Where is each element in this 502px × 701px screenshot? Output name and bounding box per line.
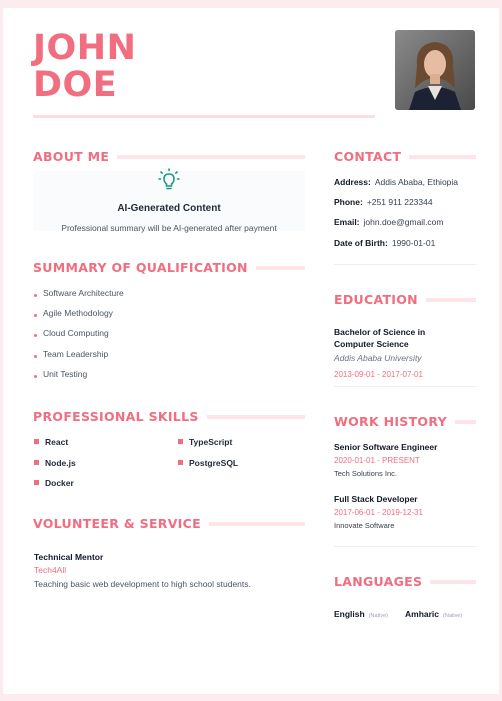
section-rule bbox=[207, 415, 305, 419]
section-header-about bbox=[33, 149, 305, 164]
skill-item: Docker bbox=[34, 478, 74, 488]
bullet-dot bbox=[34, 375, 37, 378]
job-company: Tech Solutions Inc. bbox=[334, 469, 397, 478]
section-title: SUMMARY OF QUALIFICATION bbox=[33, 260, 248, 275]
ai-content-subtitle: Professional summary will be AI-generated after payment bbox=[61, 223, 277, 233]
volunteer-organization: Tech4All bbox=[34, 565, 67, 575]
section-rule bbox=[117, 155, 305, 159]
qualification-item: Software Architecture bbox=[34, 288, 124, 298]
volunteer-description: Teaching basic web development to high school students. bbox=[34, 579, 251, 589]
qualification-item: Unit Testing bbox=[34, 369, 87, 379]
skill-item: TypeScript bbox=[178, 437, 232, 447]
volunteer-role: Technical Mentor bbox=[34, 552, 104, 562]
bullet-square bbox=[34, 480, 39, 485]
section-rule bbox=[430, 580, 476, 584]
bullet-dot bbox=[34, 355, 37, 358]
contact-dob: Date of Birth: 1990-01-01 bbox=[334, 238, 436, 248]
section-header-qualification bbox=[33, 260, 305, 275]
section-rule bbox=[455, 420, 476, 424]
qualification-item: Team Leadership bbox=[34, 349, 108, 359]
section-divider bbox=[334, 386, 476, 387]
name-underline bbox=[33, 115, 375, 118]
bullet-dot bbox=[34, 294, 37, 297]
job-title: Senior Software Engineer bbox=[334, 442, 438, 452]
resume-page bbox=[3, 8, 499, 694]
education-school: Addis Ababa University bbox=[334, 353, 422, 363]
ai-content-title: AI-Generated Content bbox=[117, 203, 221, 214]
portrait-image bbox=[395, 30, 475, 110]
section-header-volunteer bbox=[33, 516, 305, 531]
contact-email: Email: john.doe@gmail.com bbox=[334, 217, 444, 227]
last-name: DOE bbox=[33, 65, 118, 105]
page-bottom-edge bbox=[0, 694, 502, 701]
section-title: LANGUAGES bbox=[334, 574, 423, 589]
bullet-dot bbox=[34, 334, 37, 337]
section-title: VOLUNTEER & SERVICE bbox=[33, 516, 201, 531]
section-title: EDUCATION bbox=[334, 292, 418, 307]
lightbulb-icon bbox=[158, 168, 180, 192]
bullet-square bbox=[34, 439, 39, 444]
section-title: CONTACT bbox=[334, 149, 402, 164]
contact-phone: Phone: +251 911 223344 bbox=[334, 197, 433, 207]
language-item: English (Native) bbox=[334, 609, 388, 619]
first-name: JOHN bbox=[33, 28, 137, 68]
job-dates: 2020-01-01 - PRESENT bbox=[334, 456, 420, 465]
skill-item: PostgreSQL bbox=[178, 458, 238, 468]
bullet-square bbox=[178, 439, 183, 444]
section-header-languages bbox=[334, 574, 476, 589]
section-divider bbox=[334, 546, 476, 547]
section-divider bbox=[334, 264, 476, 265]
section-header-contact bbox=[334, 149, 476, 164]
section-rule bbox=[426, 298, 476, 302]
education-dates: 2013-09-01 - 2017-07-01 bbox=[334, 370, 423, 379]
section-rule bbox=[256, 266, 305, 270]
section-header-work bbox=[334, 414, 476, 429]
section-rule bbox=[209, 522, 305, 526]
candidate-name bbox=[33, 30, 136, 104]
section-header-skills bbox=[33, 409, 305, 424]
job-dates: 2017-06-01 - 2019-12-31 bbox=[334, 508, 423, 517]
job-title: Full Stack Developer bbox=[334, 494, 418, 504]
bullet-square bbox=[34, 460, 39, 465]
profile-photo bbox=[395, 30, 475, 110]
bullet-dot bbox=[34, 314, 37, 317]
skill-item: Node.js bbox=[34, 458, 76, 468]
qualification-item: Cloud Computing bbox=[34, 328, 109, 338]
contact-address: Address: Addis Ababa, Ethiopia bbox=[334, 177, 459, 187]
education-degree: Bachelor of Science in Computer Science bbox=[334, 327, 426, 349]
section-title: WORK HISTORY bbox=[334, 414, 447, 429]
qualification-item: Agile Methodology bbox=[34, 308, 113, 318]
language-item: Amharic (Native) bbox=[405, 609, 463, 619]
section-header-education bbox=[334, 292, 476, 307]
job-company: Innovate Software bbox=[334, 521, 395, 530]
section-title: ABOUT ME bbox=[33, 149, 110, 164]
section-rule bbox=[409, 155, 476, 159]
skill-item: React bbox=[34, 437, 68, 447]
bullet-square bbox=[178, 460, 183, 465]
section-title: PROFESSIONAL SKILLS bbox=[33, 409, 199, 424]
